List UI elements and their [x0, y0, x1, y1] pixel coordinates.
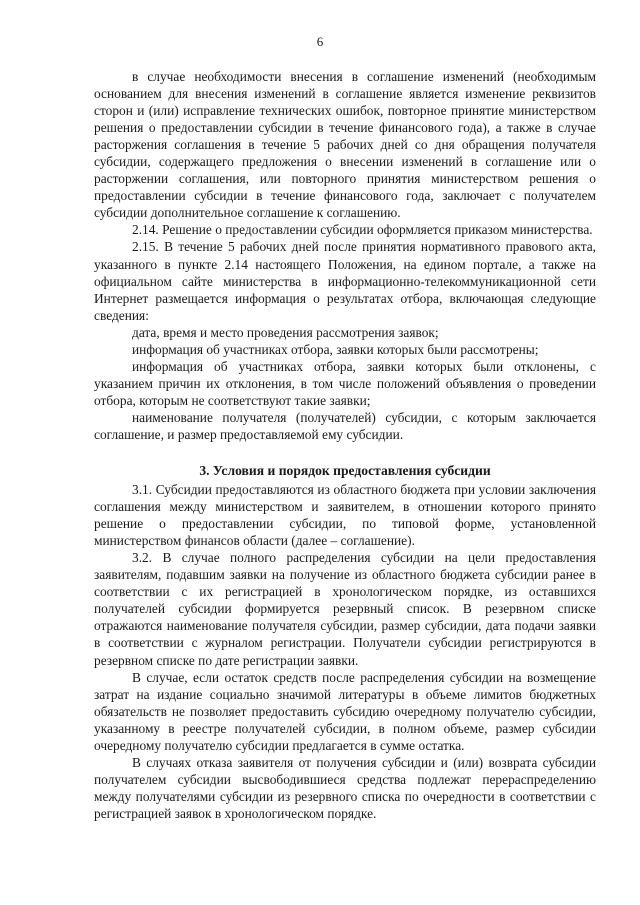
list-item-rejected-participants: информация об участниках отбора, заявки которых были отклонены, с указанием причин их отклонения, в том числе положений объявления о проведении отбора, которым не соответствуют такие заявки; — [94, 358, 596, 408]
paragraph-redistribution: В случаях отказа заявителя от получения субсидии и (или) возврата субсидии получателем субсидии высвободившиеся средства подлежат перераспределению между получателями субсидии из резервного списка по очередности в соответствии с регистрацией заявок в хронологическом порядке. — [94, 754, 596, 821]
paragraph-2-15: 2.15. В течение 5 рабочих дней после принятия нормативного правового акта, указанного в пункте 2.14 настоящего Положения, на едином портале, а также на официальном сайте министерства в информационно-телекоммуникационной сети Интернет размещается информация о результатах отбора, включающая следующие сведения: — [94, 239, 596, 323]
paragraph-remaining-funds: В случае, если остаток средств после распределения субсидии на возмещение затрат на издание социально значимой литературы в объеме лимитов бюджетных обязательств не позволяет предоставить субсидию очередному получателю субсидии, указанному в реестре получателей субсидии, в полном объеме, размер субсидии очередному получателю субсидии предлагается в сумме остатка. — [94, 669, 596, 753]
document-body — [94, 68, 596, 822]
paragraph-agreement-changes: в случае необходимости внесения в соглашение изменений (необходимым основанием для внесения изменений в соглашение является изменение реквизитов сторон и (или) исправление технических ошибок, повторное принятие министерством решения о предоставлении субсидии в течение финансового года), а также в случае расторжения соглашения в течение 5 рабочих дней со дня обращения получателя субсидии, содержащего предложения о внесении изменений в соглашение или о расторжении соглашения, или повторного принятия министерством решения о предоставлении субсидии в течение финансового года, заключает с получателем субсидии дополнительное соглашение к соглашению. — [94, 69, 596, 221]
paragraph-3-1: 3.1. Субсидии предоставляются из областного бюджета при условии заключения соглашения между министерством и заявителем, в отношении которого принято решение о предоставлении субсидии, по типовой форме, установленной министерством финансов области (далее – соглашение). — [94, 482, 596, 549]
paragraph-2-14: 2.14. Решение о предоставлении субсидии оформляется приказом министерства. — [132, 222, 593, 238]
list-item-recipient-name: наименование получателя (получателей) субсидии, с которым заключается соглашение, и размер предоставляемой ему субсидии. — [94, 409, 596, 442]
section-heading: 3. Условия и порядок предоставления субсидии — [199, 463, 491, 479]
page-number: 6 — [316, 34, 324, 49]
list-item-review-date: дата, время и место проведения рассмотрения заявок; — [132, 324, 439, 340]
list-item-reviewed-participants: информация об участниках отбора, заявки которых были рассмотрены; — [132, 341, 539, 357]
paragraph-3-2: 3.2. В случае полного распределения субсидии на цели предоставления заявителям, подавшим заявки на получение из областного бюджета субсидии ранее в соответствии с их регистрацией в хронологическом порядке, из оставшихся получателей субсидии формируется резервный список. В резервном списке отражаются наименование получателя субсидии, размер субсидии, дата подачи заявки в соответствии с журналом регистрации. Получатели субсидии регистрируются в резервном списке по дате регистрации заявки. — [94, 550, 596, 668]
